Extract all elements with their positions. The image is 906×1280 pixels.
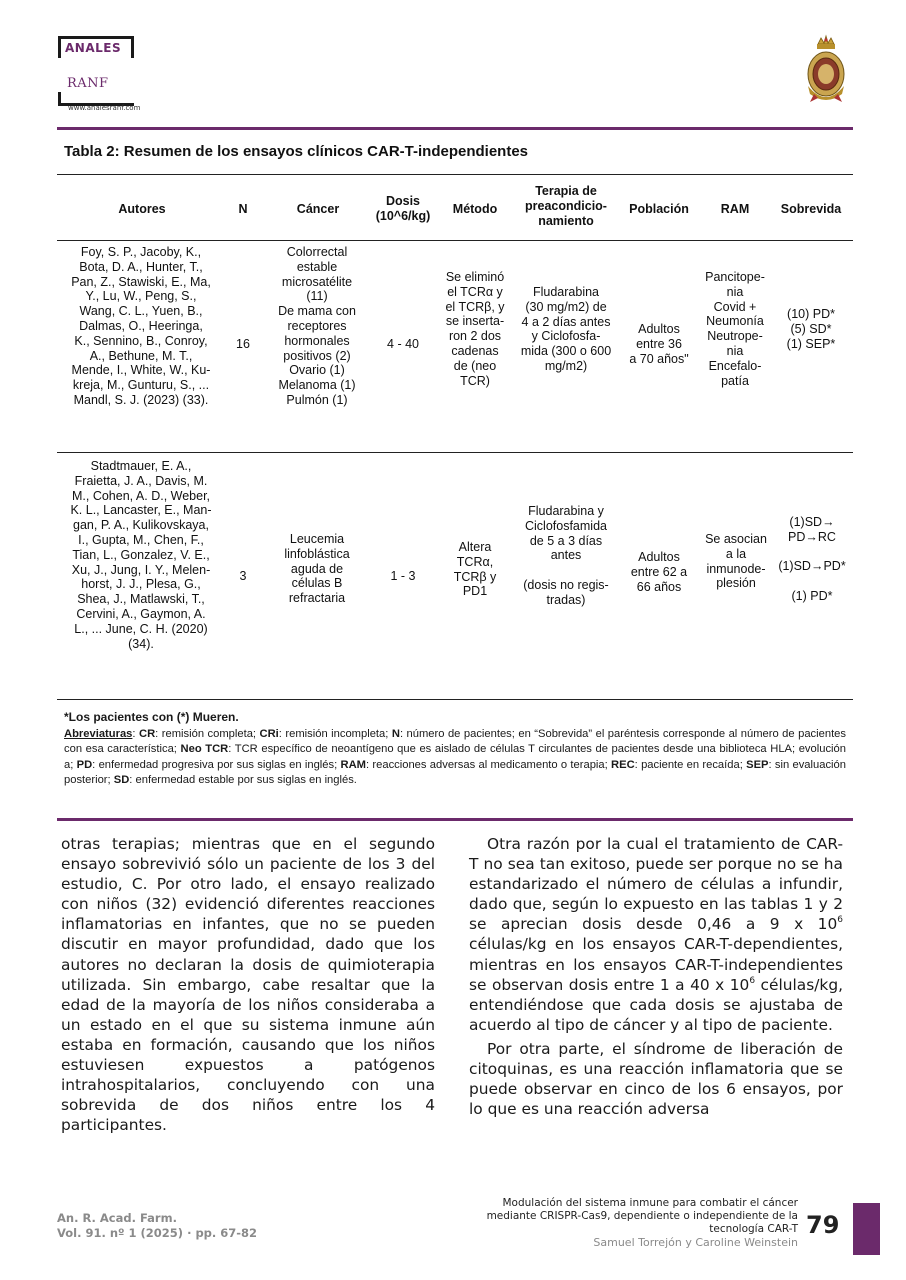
abbreviation-key: SEP: [746, 758, 769, 771]
abbreviations-note: Abreviaturas: CR: remisión completa; CRi: remisión incompleta; N: número de pacientes; en “Sobrevida” el paréntesis corresponde al número de pacientes con esa característica; Neo TCR: TCR específico de neoantígeno que es aislado de células T circulantes de pacientes desde una biblioteca HLA; evolución a; PD: enfermedad progresiva por sus siglas en inglés; RAM: reacciones adversas al medicamento o terapia; REC: paciente en recaída; SEP: sin evaluación posterior; SD: enfermedad estable por sus siglas en inglés.: [64, 728, 846, 787]
abbreviation-definition: : enfermedad estable por sus siglas en inglés.: [129, 774, 357, 787]
row1-dosis: 4 - 40: [387, 337, 419, 351]
row1-poblacion: Adultos entre 36 a 70 años": [629, 322, 689, 366]
journal-logo: [58, 36, 208, 116]
logo-url: www.analesranf.com: [68, 104, 141, 112]
paragraph: otras terapias; mientras que en el segundo ensayo sobrevivió sólo un paciente de los 3 del estudio, C. Por otro lado, el ensayo realizado con niños (32) evidenció diferentes reacciones inflamatorias en infantes, que no se pueden discutir en mayor profundidad, dado que los autores no declaran la dosis de quimioterapia utilizada. Sin embargo, cabe resaltar que la edad de la mayoría de los niños consideraba a un estado en el que su sistema inmune aún estaba en formación, causando que los niños estuviesen expuestos a patógenos intrahospitalarios, concluyendo con una sobrevida de dos niños entre los 4 participantes.: [61, 835, 435, 1135]
row2-n: 3: [239, 569, 247, 583]
table-title: Tabla 2: Resumen de los ensayos clínicos CAR-T-independientes: [64, 143, 529, 160]
row1-ram: Pancitope- nia Covid + Neumonía Neutrope- nia Encefalo- patía: [705, 270, 765, 388]
header-sobrevida: Sobrevida: [780, 202, 842, 216]
abbreviation-key: RAM: [340, 758, 366, 771]
academy-crest-icon: [804, 34, 848, 106]
header-autores: Autores: [118, 202, 166, 216]
journal-citation: [57, 1211, 257, 1241]
row2-poblacion: Adultos entre 62 a 66 años: [630, 550, 688, 594]
body-column-left: [61, 834, 435, 1135]
header-metodo: Método: [452, 202, 498, 216]
logo-anales-text: ANALES: [65, 41, 122, 55]
row1-n: 16: [236, 337, 250, 351]
abbreviation-key: N: [391, 728, 400, 740]
logo-ranf-text: RANF: [67, 76, 109, 91]
abbreviation-key: PD: [76, 758, 93, 771]
table-note: *Los pacientes con (*) Mueren.: [64, 710, 239, 724]
header-cancer: Cáncer: [296, 202, 340, 216]
abbreviation-definition: : paciente en recaída;: [634, 758, 747, 771]
abbreviation-definition: : sin evaluación posterior;: [64, 758, 846, 787]
row2-terapia: Fludarabina y Ciclofosfamida de 5 a 3 días antes (dosis no regis- tradas): [523, 504, 609, 607]
row2-cancer: Leucemia linfoblástica aguda de células B refractaria: [284, 532, 350, 606]
row1-autores: Foy, S. P., Jacoby, K., Bota, D. A., Hunter, T., Pan, Z., Stawiski, E., Ma, Y., Lu, W., Peng, S., Wang, C. L., Yuen, B., Dalmas, O., Heeringa, K., Sennino, B., Conroy, A., Bethune, M. T., Mende, I., White, W., Ku- kreja, M., Gunturu, S., ... Mandl, S. J. (2023) (33).: [71, 245, 211, 407]
journal-name: An. R. Acad. Farm.: [57, 1211, 177, 1225]
header-n: N: [238, 202, 248, 216]
header-poblacion: Población: [629, 202, 689, 216]
abbreviation-key: CRi: [259, 728, 279, 740]
article-authors: Samuel Torrejón y Caroline Weinstein: [593, 1236, 798, 1249]
page-accent-bar: [853, 1203, 880, 1255]
abbreviation-definition: : remisión completa;: [155, 728, 260, 740]
row1-cancer: Colorrectal estable microsatélite (11) De mama con receptores hormonales positivos (2) Ovario (1) Melanoma (1) Pulmón (1): [278, 245, 356, 407]
row1-terapia: Fludarabina (30 mg/m2) de 4 a 2 días antes y Ciclofosfa- mida (300 o 600 mg/m2): [520, 285, 612, 373]
row2-autores: Stadtmauer, E. A., Fraietta, J. A., Davis, M. M., Cohen, A. D., Weber, K. L., Lancaster, E., Man- gan, P. A., Kulikovskaya, I., Gupta, M., Chen, F., Tian, L., Gonzalez, V. E., Xu, J., Jung, I. Y., Melen- horst, J. J., Plesa, G., Shea, J., Matlawski, T., Cervini, A., Gaymon, A. L., ... June, C. H. (2020) (34).: [70, 459, 212, 651]
header-dosis: Dosis (10^6/kg): [375, 194, 431, 223]
abbreviation-definition: : reacciones adversas al medicamento o terapia;: [366, 758, 612, 771]
journal-volume: Vol. 91. nº 1 (2025) · pp. 67-82: [57, 1226, 258, 1240]
row2-metodo: Altera TCRα, TCRβ y PD1: [453, 540, 497, 599]
paragraph: Por otra parte, el síndrome de liberación de citoquinas, es una reacción inflamatoria que se puede observar en cinco de los 6 ensayos, por lo que es una reacción adversa: [469, 1039, 843, 1119]
abbreviations-label: Abreviaturas: [64, 728, 133, 740]
row2-dosis: 1 - 3: [390, 569, 416, 583]
table-end-rule: [57, 818, 853, 821]
abbreviation-definition: : enfermedad progresiva por sus siglas en inglés;: [92, 758, 341, 771]
table-bottom-rule: [57, 699, 853, 700]
paragraph: Otra razón por la cual el tratamiento de CAR-T no sea tan exitoso, puede ser porque no se ha estandarizado el número de células a infundir, dado que, según lo expuesto en las tablas 1 y 2 se aprecian dosis desde 0,46 a 9 x $10^6$ células/kg en los ensayos CAR-T-dependientes, mientras en los ensayos CAR-T-independientes se observan dosis entre 1 a 40 x $10^6$ células/kg, entendiéndose que cada dosis se ajustaba de acuerdo al tipo de cáncer y al tipo de paciente.: [469, 835, 843, 1034]
header-rule: [57, 127, 853, 130]
abbreviation-definition: : remisión incompleta;: [278, 728, 392, 740]
header-terapia: Terapia de preacondicio- namiento: [525, 184, 607, 228]
row2-ram: Se asocian a la inmunode- plesión: [705, 532, 767, 591]
table-header-rule: [57, 240, 853, 241]
page-number: 79: [806, 1211, 840, 1239]
abbreviation-definition: : TCR específico de neoantígeno que es aislado de células T circulantes de pacientes desde una biblioteca HLA; evolución a;: [64, 743, 846, 771]
article-reference: [470, 1197, 798, 1249]
row2-sobrevida: (1)SD→ PD→RC (1)SD→PD* (1) PD*: [778, 515, 846, 603]
table-row-divider: [57, 452, 853, 453]
abbreviation-key: Neo TCR: [180, 743, 229, 756]
table-top-rule: [57, 174, 853, 175]
abbreviation-definition: : número de pacientes; en “Sobrevida” el paréntesis corresponde al número de pacientes con esa característica;: [64, 728, 846, 756]
header-ram: RAM: [720, 202, 750, 216]
abbreviation-key: REC: [611, 758, 635, 771]
body-column-right: [469, 834, 843, 1119]
abbreviation-key: SD: [113, 774, 130, 787]
article-title: Modulación del sistema inmune para combatir el cáncer mediante CRISPR-Cas9, dependiente o independiente de la tecnología CAR-T: [486, 1197, 798, 1235]
row1-sobrevida: (10) PD* (5) SD* (1) SEP*: [786, 307, 836, 351]
row1-metodo: Se eliminó el TCRα y el TCRβ, y se inserta- ron 2 dos cadenas de (neo TCR): [445, 270, 505, 388]
abbreviation-key: CR: [139, 728, 156, 740]
